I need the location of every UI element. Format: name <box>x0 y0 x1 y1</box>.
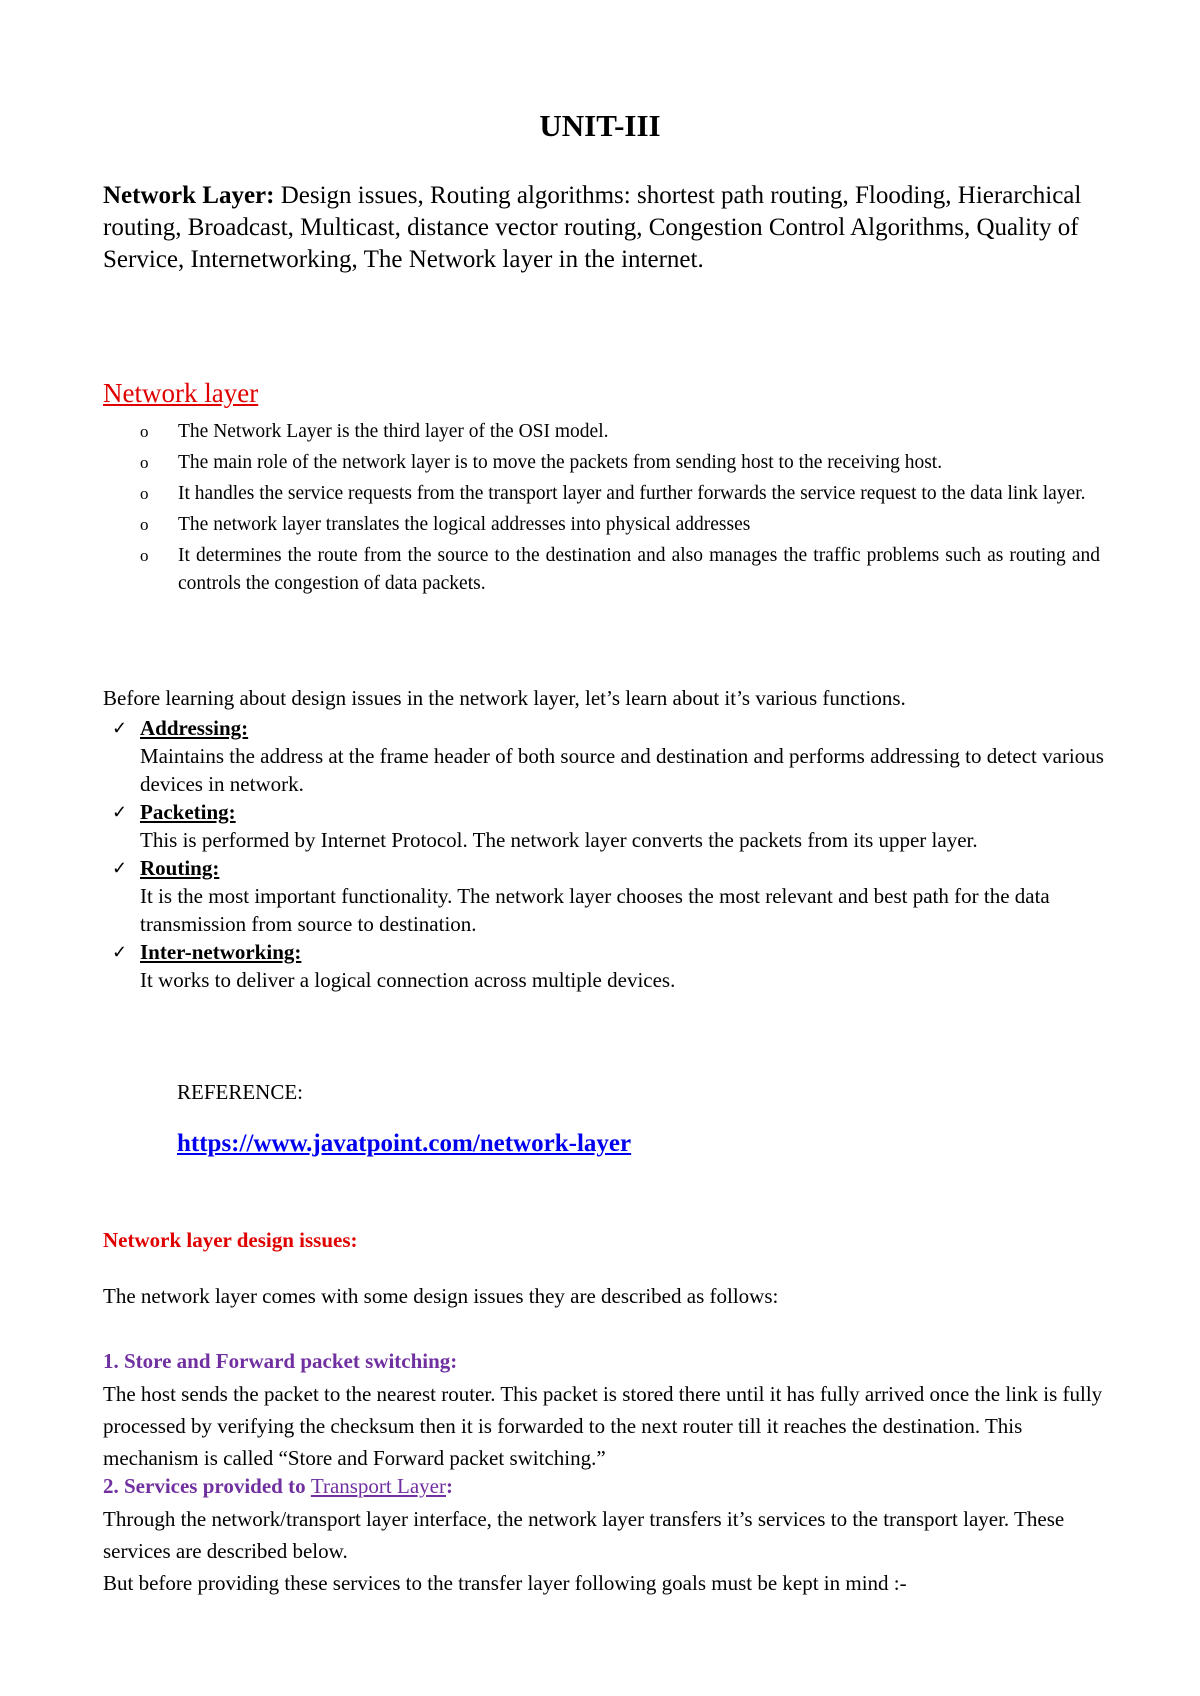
list-item-text: The main role of the network layer is to move the packets from sending host to the receiving host. <box>178 452 943 473</box>
functions-intro: Before learning about design issues in the network layer, let’s learn about it’s various functions. <box>103 686 906 710</box>
transport-layer-link[interactable]: Transport Layer <box>310 1474 446 1498</box>
services-heading-prefix: 2. Services provided to <box>103 1474 311 1498</box>
checkmark-icon: ✓ <box>112 802 128 822</box>
function-item <box>112 714 1105 798</box>
page-title: UNIT-III <box>539 108 661 143</box>
list-item-text: The Network Layer is the third layer of the OSI model. <box>178 421 609 442</box>
network-layer-bullets <box>140 418 1100 601</box>
syllabus-lead: Network Layer: <box>103 182 275 209</box>
list-item <box>140 418 1100 446</box>
list-item <box>140 480 1100 508</box>
list-item <box>140 542 1100 598</box>
list-item-text: The network layer translates the logical addresses into physical addresses <box>178 514 751 535</box>
function-name: Packeting: <box>140 800 236 824</box>
design-issues-intro: The network layer comes with some design issues they are described as follows: <box>103 1284 779 1308</box>
function-name: Addressing: <box>140 716 249 740</box>
bullet-marker: o <box>140 484 149 503</box>
services-body-paragraph-1: Through the network/transport layer interface, the network layer transfers it’s services to the transport layer. These services are described below. <box>103 1507 1065 1563</box>
checkmark-icon: ✓ <box>112 718 128 738</box>
bullet-marker: o <box>140 546 149 565</box>
network-layer-heading: Network layer <box>103 378 259 408</box>
store-forward-body: The host sends the packet to the nearest router. This packet is stored there until it has fully arrived once the link is fully processed by verifying the checksum then it is forwarded to the next router till it reaches the destination. This mechanism is called “Store and Forward packet switching.” <box>103 1382 1103 1470</box>
list-item-text: It handles the service requests from the transport layer and further forwards the service request to the data link layer. <box>178 483 1086 504</box>
checkmark-icon: ✓ <box>112 942 128 962</box>
function-item <box>112 938 1105 994</box>
reference-link[interactable]: https://www.javatpoint.com/network-layer <box>177 1130 632 1157</box>
functions-list <box>112 714 1105 994</box>
bullet-marker: o <box>140 515 149 534</box>
syllabus-text: Design issues, Routing algorithms: shortest path routing, Flooding, Hierarchical routing, Broadcast, Multicast, distance vector routing, Congestion Control Algorithms, Quality of Service, Internetworking, The Network layer in the internet. <box>103 182 1082 273</box>
function-name: Routing: <box>140 856 220 880</box>
function-description: Maintains the address at the frame header of both source and destination and performs addressing to detect various devices in network. <box>140 744 1104 796</box>
list-item-text: It determines the route from the source to the destination and also manages the traffic problems such as routing and controls the congestion of data packets. <box>178 545 1100 594</box>
bullet-marker: o <box>140 422 149 441</box>
bullet-marker: o <box>140 453 149 472</box>
services-body-paragraph-2: But before providing these services to the transfer layer following goals must be kept in mind :- <box>103 1571 907 1595</box>
checkmark-icon: ✓ <box>112 858 128 878</box>
function-description: This is performed by Internet Protocol. The network layer converts the packets from its upper layer. <box>140 828 978 852</box>
services-body <box>103 1503 1103 1599</box>
function-description: It works to deliver a logical connection across multiple devices. <box>140 968 676 992</box>
services-heading-suffix: : <box>445 1474 453 1498</box>
function-item <box>112 798 1105 854</box>
reference-label: REFERENCE: <box>177 1080 304 1104</box>
function-name: Inter-networking: <box>140 940 302 964</box>
function-description: It is the most important functionality. The network layer chooses the most relevant and best path for the data transmission from source to destination. <box>140 884 1050 936</box>
store-forward-heading: 1. Store and Forward packet switching: <box>103 1349 458 1373</box>
services-heading <box>103 1474 453 1499</box>
function-item <box>112 854 1105 938</box>
list-item <box>140 449 1100 477</box>
list-item <box>140 511 1100 539</box>
design-issues-heading: Network layer design issues: <box>103 1228 358 1252</box>
unit-syllabus <box>103 180 1103 276</box>
